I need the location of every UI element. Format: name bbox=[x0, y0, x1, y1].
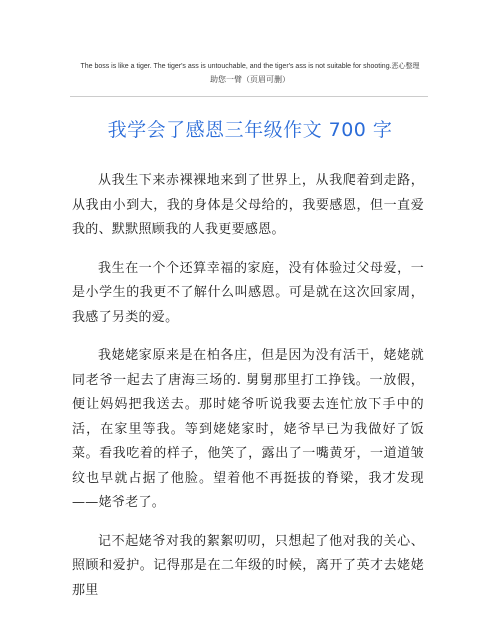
paragraph: 记不起姥爷对我的絮絮叨叨，只想起了他对我的关心、照顾和爱护。记得那是在二年级的时候，离开了英才去姥姥那里 bbox=[72, 533, 424, 598]
document-body bbox=[72, 169, 424, 617]
header-divider bbox=[70, 96, 428, 97]
page-header-subtext: 助您一臂（页眉可删） bbox=[210, 75, 290, 84]
paragraph: 我生在一个个还算幸福的家庭，没有体验过父母爱，一是小学生的我更不了解什么叫感恩。可是就在这次回家周，我感了另类的爱。 bbox=[72, 260, 424, 325]
paragraph: 从我生下来赤裸裸地来到了世界上，从我爬着到走路，从我由小到大，我的身体是父母给的，我要感恩，但一直爱我的、默默照顾我的人我更要感恩。 bbox=[72, 173, 424, 237]
paragraph: 我姥姥家原来是在柏各庄，但是因为没有活干，姥姥就同老爷一起去了唐海三场的. 舅舅那里打工挣钱。一放假，便让妈妈把我送去。那时姥爷听说我要去连忙放下手中的活，在家里等我。等到姥姥家时，姥爷早已为我做好了饭菜。看我吃着的样子，他笑了，露出了一嘴黄牙，一道道皱纹也早就占据了他脸。望着他不再挺拔的脊梁，我才发现——姥爷老了。 bbox=[72, 348, 424, 510]
page-header-text: The boss is like a tiger. The tiger's ass is untouchable, and the tiger's ass is not suitable for shooting.恶心整理 bbox=[80, 63, 420, 70]
document-title: 我学会了感恩三年级作文 700 字 bbox=[107, 119, 393, 141]
